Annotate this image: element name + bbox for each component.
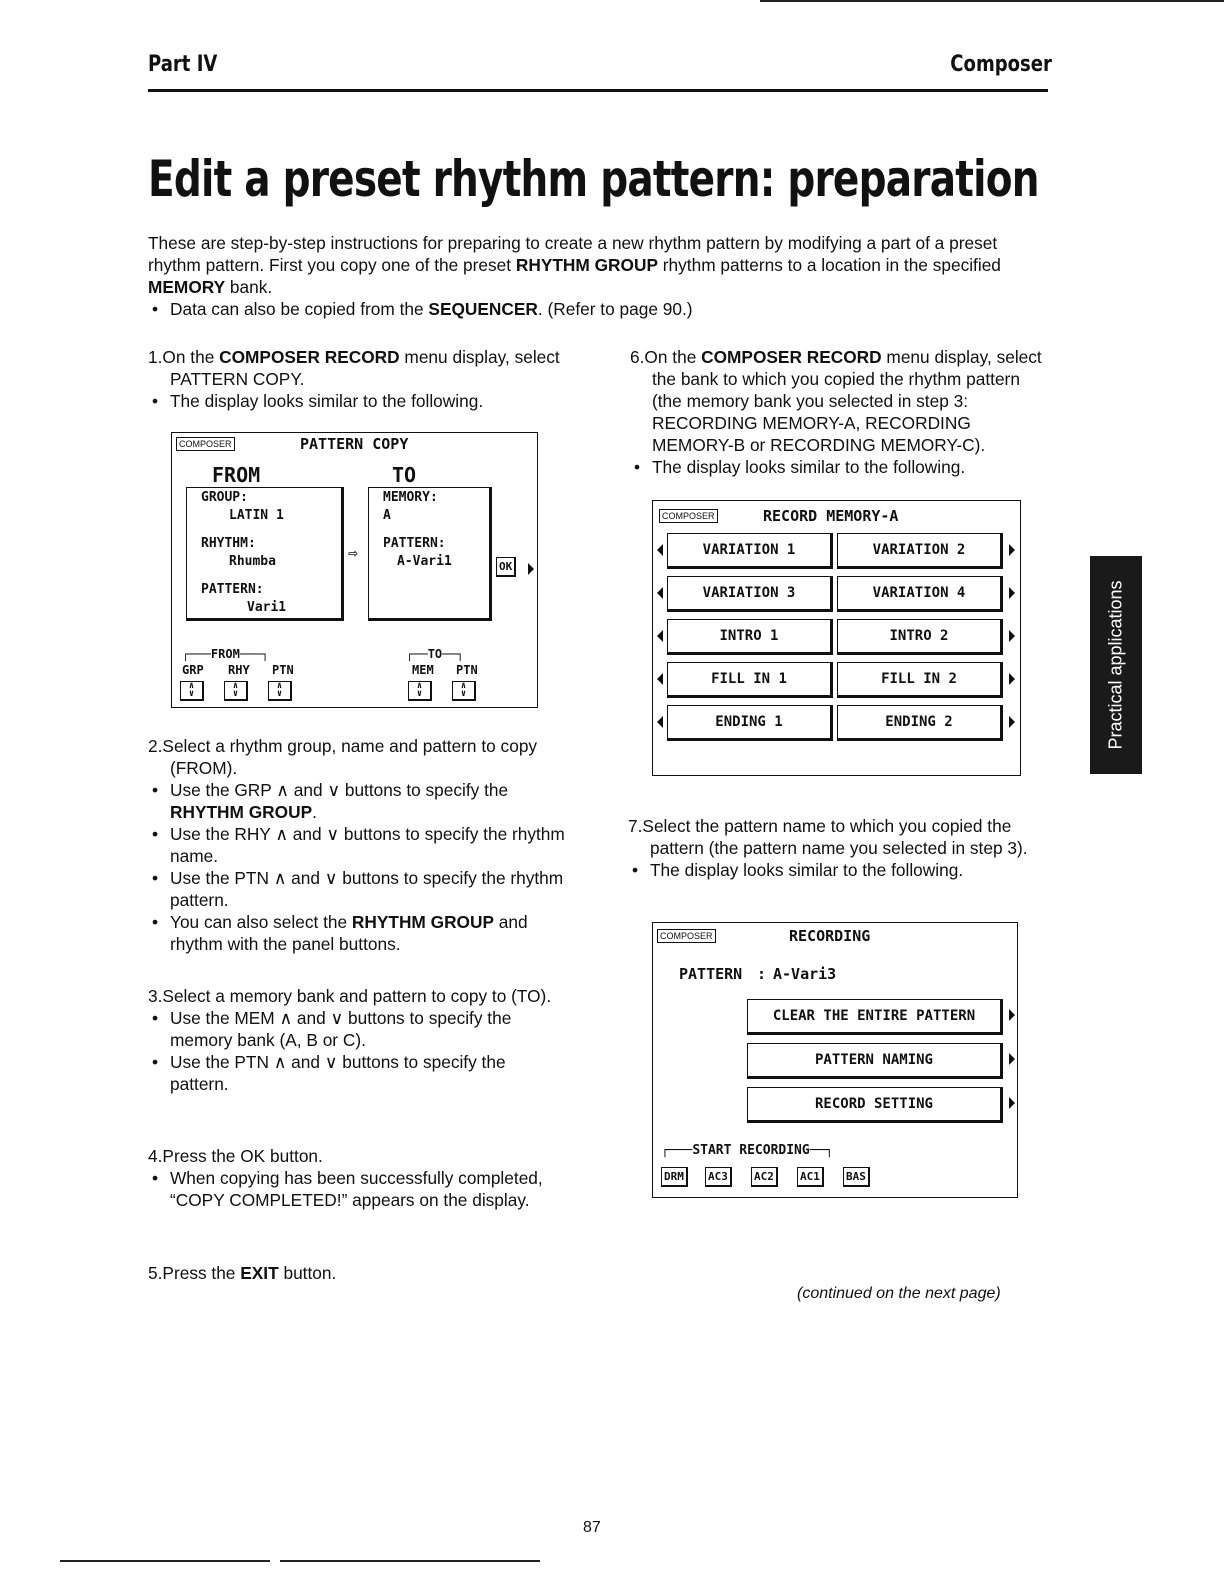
pattern-label: PATTERN — [679, 965, 743, 983]
to-ptn-label: PTN — [456, 663, 478, 677]
arrow-right-icon — [1009, 587, 1015, 599]
intro — [148, 232, 1053, 320]
intro-bullet: • Data can also be copied from the SEQUENCER. (Refer to page 90.) — [148, 298, 1053, 320]
record-button-ending-2[interactable]: ENDING 2 — [837, 705, 1003, 741]
mem-label: MEM — [412, 663, 434, 677]
record-button-intro-1[interactable]: INTRO 1 — [667, 619, 833, 655]
page-number: 87 — [583, 1519, 601, 1536]
grp-label: GRP — [182, 663, 204, 677]
arrow-right-icon — [1009, 630, 1015, 642]
memory-value: A — [383, 508, 391, 523]
step-4: 4.Press the OK button. • When copying has been successfully completed, “COPY COMPLETED!” appears on the display. — [148, 1145, 566, 1211]
arrow-right-icon — [1009, 1009, 1015, 1021]
group-value: LATIN 1 — [229, 508, 284, 523]
step-1: 1.On the COMPOSER RECORD menu display, select PATTERN COPY. • The display looks similar to the following. — [148, 346, 566, 412]
memory-label: MEMORY: — [383, 490, 438, 505]
to-box — [368, 487, 492, 621]
step-4-bullet: • When copying has been successfully completed, “COPY COMPLETED!” appears on the display. — [148, 1167, 566, 1211]
top-rule — [760, 0, 1224, 2]
record-button-fill-in-2[interactable]: FILL IN 2 — [837, 662, 1003, 698]
arrow-left-icon — [657, 716, 663, 728]
pattern-separator: : — [757, 965, 767, 983]
pattern-naming-button[interactable]: PATTERN NAMING — [747, 1043, 1003, 1079]
arrow-right-icon — [1009, 716, 1015, 728]
drm-button[interactable]: DRM — [661, 1167, 688, 1187]
step-6: 6.On the COMPOSER RECORD menu display, select the bank to which you copied the rhythm pattern (the memory bank you selected in step 3: RECORDING MEMORY-A, RECORDING MEMORY-B or RECORDING MEMORY-C). • The display looks similar to the following. — [630, 346, 1050, 478]
arrow-right-icon — [1009, 1053, 1015, 1065]
to-pattern-value: A-Vari1 — [397, 554, 452, 569]
arrow-right-icon — [1009, 544, 1015, 556]
lcd-title: RECORD MEMORY-A — [763, 507, 899, 525]
lcd-pattern-copy — [171, 432, 538, 708]
rhy-label: RHY — [228, 663, 250, 677]
step-7-bullet: • The display looks similar to the following. — [628, 859, 1048, 881]
from-box — [186, 487, 344, 621]
mem-updown-button[interactable]: ∧ ∨ — [408, 681, 432, 701]
grp-updown-button[interactable]: ∧ ∨ — [180, 681, 204, 701]
step-2-bullet: • You can also select the RHYTHM GROUP and rhythm with the panel buttons. — [148, 911, 566, 955]
step-2: 2.Select a rhythm group, name and pattern to copy (FROM). • Use the GRP ∧ and ∨ buttons to specify the RHYTHM GROUP. • Use the RHY ∧ and ∨ buttons to specify the rhythm name. • Use the PTN ∧ and ∨ buttons to specify the rhythm pattern. • You can also select the RHYTHM GROUP and rhythm with the panel buttons. — [148, 735, 566, 955]
to-bracket: ┌──TO──┐ — [406, 647, 464, 661]
step-3-bullet: • Use the PTN ∧ and ∨ buttons to specify the pattern. — [148, 1051, 566, 1095]
arrow-right-icon — [1009, 673, 1015, 685]
step-5: 5.Press the EXIT button. — [148, 1263, 337, 1283]
intro-paragraph: These are step-by-step instructions for preparing to create a new rhythm pattern by modifying a part of a preset rhythm pattern. First you copy one of the preset RHYTHM GROUP rhythm patterns to a location in the specified MEMORY bank. — [148, 233, 1001, 297]
step-2-bullet: • Use the RHY ∧ and ∨ buttons to specify the rhythm name. — [148, 823, 566, 867]
ac2-button[interactable]: AC2 — [751, 1167, 778, 1187]
step-2-bullet: • Use the PTN ∧ and ∨ buttons to specify the rhythm pattern. — [148, 867, 566, 911]
header-section: Part IV — [148, 52, 218, 77]
step-7: 7.Select the pattern name to which you copied the pattern (the pattern name you selected in step 3). • The display looks similar to the following. — [628, 815, 1048, 881]
record-button-variation-1[interactable]: VARIATION 1 — [667, 533, 833, 569]
arrow-left-icon — [657, 587, 663, 599]
rhy-updown-button[interactable]: ∧ ∨ — [224, 681, 248, 701]
record-button-ending-1[interactable]: ENDING 1 — [667, 705, 833, 741]
record-button-fill-in-1[interactable]: FILL IN 1 — [667, 662, 833, 698]
step-6-bullet: • The display looks similar to the following. — [630, 456, 1050, 478]
step-3-bullet: • Use the MEM ∧ and ∨ buttons to specify the memory bank (A, B or C). — [148, 1007, 566, 1051]
to-ptn-updown-button[interactable]: ∧ ∨ — [452, 681, 476, 701]
record-button-variation-4[interactable]: VARIATION 4 — [837, 576, 1003, 612]
arrow-left-icon — [657, 544, 663, 556]
start-recording-bracket: ┌───START RECORDING──┐ — [661, 1143, 834, 1158]
step-1-bullet: • The display looks similar to the following. — [148, 390, 566, 412]
composer-tag: COMPOSER — [176, 437, 235, 451]
lcd-title: RECORDING — [789, 927, 871, 945]
composer-tag: COMPOSER — [659, 509, 718, 523]
record-button-intro-2[interactable]: INTRO 2 — [837, 619, 1003, 655]
lcd-title: PATTERN COPY — [300, 435, 409, 453]
header-chapter: Composer — [950, 52, 1052, 77]
lcd-record-memory — [652, 500, 1021, 776]
ptn-updown-button[interactable]: ∧ ∨ — [268, 681, 292, 701]
record-button-variation-2[interactable]: VARIATION 2 — [837, 533, 1003, 569]
side-tab-label: Practical applications — [1105, 580, 1126, 750]
lcd-recording — [652, 922, 1018, 1198]
copy-arrow-icon: ⇨ — [348, 543, 358, 562]
pattern-value: A-Vari3 — [773, 965, 837, 983]
to-pattern-label: PATTERN: — [383, 536, 446, 551]
pattern-value: Vari1 — [247, 600, 287, 615]
record-setting-button[interactable]: RECORD SETTING — [747, 1087, 1003, 1123]
record-button-variation-3[interactable]: VARIATION 3 — [667, 576, 833, 612]
from-bracket: ┌───FROM───┐ — [182, 647, 269, 661]
clear-pattern-button[interactable]: CLEAR THE ENTIRE PATTERN — [747, 999, 1003, 1035]
header-rule — [148, 89, 1048, 92]
from-heading: FROM — [212, 463, 261, 487]
step-3: 3.Select a memory bank and pattern to copy to (TO). • Use the MEM ∧ and ∨ buttons to specify the memory bank (A, B or C). • Use the PTN ∧ and ∨ buttons to specify the pattern. — [148, 985, 566, 1095]
arrow-right-icon — [1009, 1097, 1015, 1109]
pattern-label: PATTERN: — [201, 582, 264, 597]
ptn-label: PTN — [272, 663, 294, 677]
step-2-bullet: • Use the GRP ∧ and ∨ buttons to specify the RHYTHM GROUP. — [148, 779, 566, 823]
ac1-button[interactable]: AC1 — [797, 1167, 824, 1187]
ac3-button[interactable]: AC3 — [705, 1167, 732, 1187]
composer-tag: COMPOSER — [657, 929, 716, 943]
footer-rule — [280, 1560, 540, 1562]
continued-note: (continued on the next page) — [797, 1285, 1001, 1302]
footer-rule — [60, 1560, 270, 1562]
to-heading: TO — [392, 463, 417, 487]
arrow-left-icon — [657, 630, 663, 642]
rhythm-value: Rhumba — [229, 554, 276, 569]
ok-arrow-icon — [528, 563, 534, 575]
page-title: Edit a preset rhythm pattern: preparation — [148, 150, 1039, 208]
arrow-left-icon — [657, 673, 663, 685]
group-label: GROUP: — [201, 490, 248, 505]
bas-button[interactable]: BAS — [843, 1167, 870, 1187]
side-tab — [1090, 556, 1142, 774]
rhythm-label: RHYTHM: — [201, 536, 256, 551]
ok-button[interactable]: OK — [496, 557, 516, 577]
